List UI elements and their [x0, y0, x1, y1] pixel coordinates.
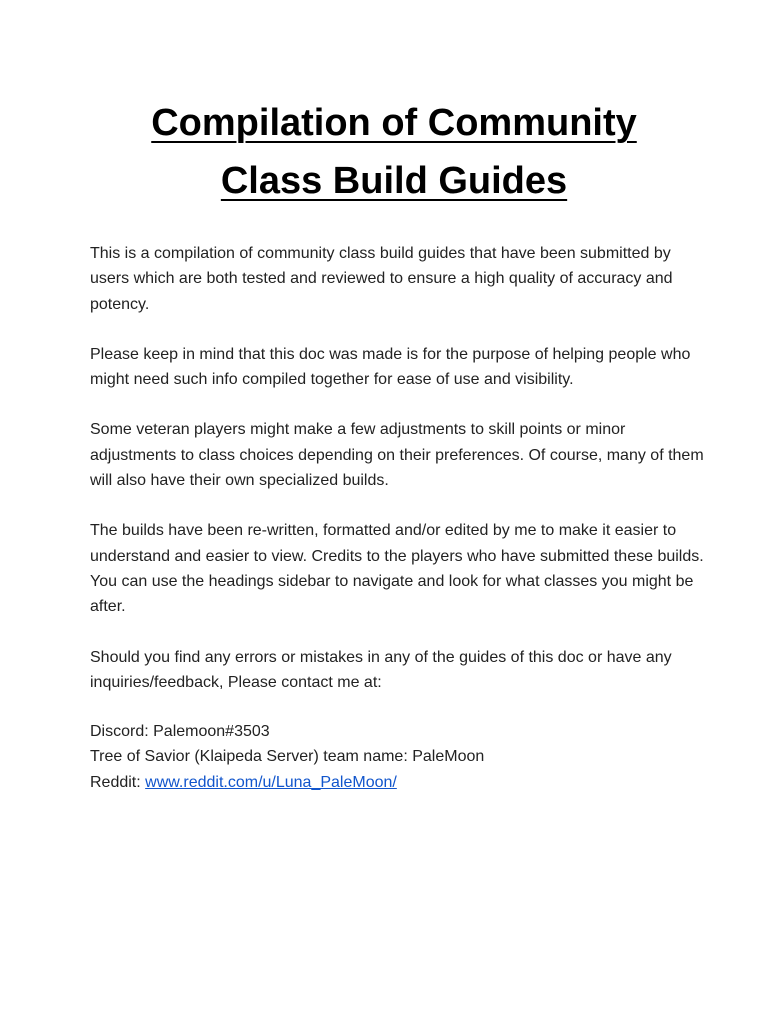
- purpose-paragraph: Please keep in mind that this doc was made is for the purpose of helping people who might need such info compiled together for ease of use and visibility.: [90, 345, 691, 389]
- reddit-label: Reddit:: [90, 773, 146, 791]
- reddit-link[interactable]: www.reddit.com/u/Luna_PaleMoon/: [145, 773, 397, 791]
- adjustments-paragraph: Some veteran players might make a few adjustments to skill points or minor adjustments to class choices depending on their preferences. Of course, many of them will also have their own specialized builds.: [90, 421, 704, 490]
- title-line-1: Compilation of Community: [151, 102, 637, 144]
- document-body: [90, 241, 708, 795]
- discord-line: Discord: Palemoon#3503: [90, 723, 270, 741]
- document-title: [60, 0, 728, 210]
- reddit-line: [90, 770, 708, 795]
- contact-paragraph: Should you find any errors or mistakes in any of the guides of this doc or have any inquiries/feedback, Please contact me at:: [90, 648, 672, 691]
- credits-paragraph: The builds have been re-written, formatted and/or edited by me to make it easier to understand and easier to view. Credits to the players who have submitted these builds. You can use the headings sidebar to navigate and look for what classes you might be after.: [90, 522, 704, 616]
- title-line-2: Class Build Guides: [220, 160, 568, 202]
- contact-info: [90, 719, 708, 795]
- intro-paragraph: This is a compilation of community class build guides that have been submitted by users which are both tested and reviewed to ensure a high quality of accuracy and potency.: [90, 245, 673, 313]
- tos-team-line: Tree of Savior (Klaipeda Server) team name: PaleMoon: [90, 748, 485, 766]
